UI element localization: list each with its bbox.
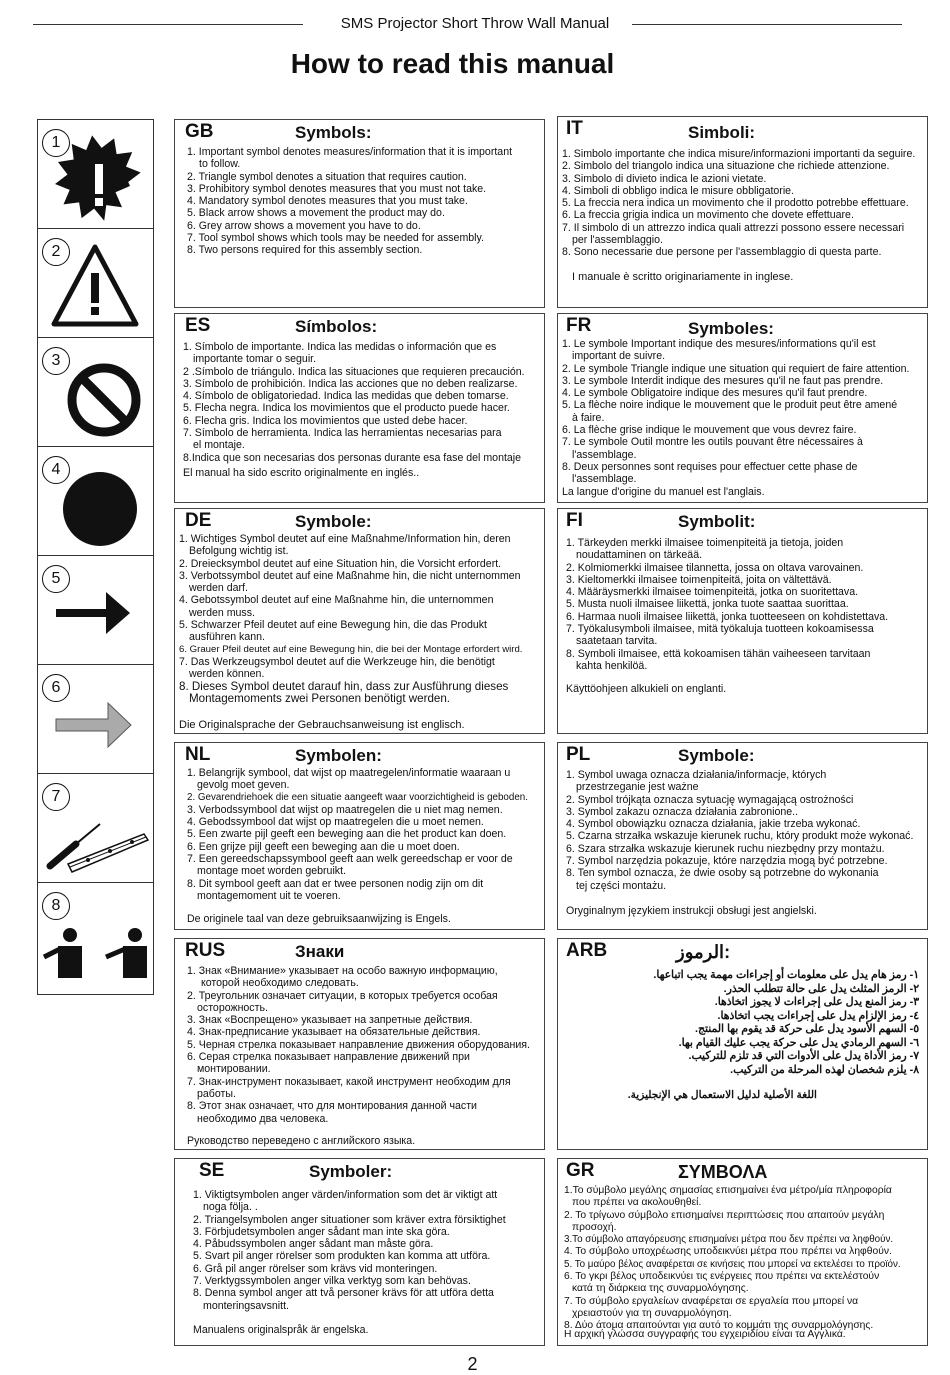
list-item: 5. Flecha negra. Indica los movimientos que el producto puede hacer.: [183, 402, 510, 415]
list-item: κατά τη διάρκεια της συναρμολόγησης.: [572, 1283, 749, 1295]
section-rus: [174, 938, 545, 1150]
header-title: SMS Projector Short Throw Wall Manual: [340, 15, 610, 32]
language-code: FR: [566, 315, 592, 336]
list-item: 4. Gebodssymbool dat wijst op maatregelen die u moet nemen.: [187, 816, 484, 829]
list-item: 3. Símbolo de prohibición. Indica las acciones que no deben realizarse.: [183, 377, 518, 390]
page-number: 2: [467, 1354, 478, 1374]
list-item: 6. La freccia grigia indica un movimento che dovete effettuare.: [562, 209, 854, 222]
list-item: ٤- رمز الإلزام يدل على إجراءات يجب اتخاذها.: [717, 1009, 919, 1022]
list-item: 6. Grey arrow shows a movement you have to do.: [187, 219, 421, 232]
list-item: 7. Verktygssymbolen anger vilka verktyg som kan behövas.: [193, 1275, 471, 1288]
list-item: 2. Gevarendriehoek die een situatie aangeeft waar voorzichtigheid is geboden.: [187, 791, 528, 803]
section-heading: Знаки: [295, 942, 345, 961]
language-code: FI: [566, 510, 583, 531]
icon-cell-2: [38, 229, 153, 338]
symbol-list: [564, 1185, 923, 1333]
list-item: kahta henkilöä.: [576, 659, 648, 672]
list-item: 4. Simboli di obbligo indica le misure obbligatorie.: [562, 184, 795, 197]
list-item: ٦- السهم الرمادي يدل على حركة يجب عليك القيام بها.: [678, 1036, 919, 1049]
symbol-icon-column: [37, 119, 154, 995]
language-code: ES: [185, 315, 211, 336]
language-code: DE: [185, 510, 212, 531]
list-item: 7. Das Werkzeugsymbol deutet auf die Werkzeuge hin, die benötigt: [179, 655, 495, 668]
list-item: important de suivre.: [572, 350, 666, 363]
list-item: 3. Simbolo di divieto indica le azioni vietate.: [562, 172, 767, 185]
list-item: 5. La flèche noire indique le mouvement que le produit peut être amené: [562, 399, 898, 412]
icon-cell-5: [38, 556, 153, 665]
list-item: 5. Το μαύρο βέλος αναφέρεται σε κινήσεις που μπορεί να εκτελέσει το προϊόν.: [564, 1258, 901, 1270]
list-item: importante tomar o seguir.: [193, 353, 317, 366]
section-heading: الرموز:: [676, 942, 731, 962]
list-item: noudattaminen on tärkeää.: [576, 549, 703, 562]
section-heading: Symboler:: [309, 1162, 393, 1181]
list-item: 2. Triangelsymbolen anger situationer som kräver extra försiktighet: [193, 1213, 506, 1226]
original-language-note: Oryginalnym językiem instrukcji obsługi jest angielski.: [566, 905, 817, 917]
list-item: 6. Το γκρι βέλος υποδεικνύει τις ενέργειες που πρέπει να εκτελέστούν: [564, 1271, 880, 1283]
list-item: Montagemoments zwei Personen benötigt werden.: [189, 691, 451, 705]
original-language-note: Käyttöohjeen alkukieli on englanti.: [566, 683, 727, 695]
symbol-list: [187, 965, 540, 1125]
list-item: werden darf.: [189, 582, 248, 595]
icon-number: 5: [42, 565, 70, 593]
list-item: работы.: [197, 1087, 236, 1100]
page-title: How to read this manual: [290, 48, 615, 79]
list-item: 7. Tool symbol shows which tools may be needed for assembly.: [187, 232, 484, 245]
section-heading: Symbole:: [678, 746, 755, 765]
section-heading: ΣΥΜΒΟΛΑ: [678, 1162, 768, 1182]
list-item: 5. Czarna strzałka wskazuje kierunek ruchu, który produkt może wykonać.: [566, 830, 914, 843]
list-item: el montaje.: [193, 439, 245, 452]
list-item: 2. Kolmiomerkki ilmaisee tilannetta, jossa on oltava varovainen.: [566, 561, 864, 574]
list-item: 2. Triangle symbol denotes a situation that requires caution.: [187, 170, 467, 183]
list-item: 8. Deux personnes sont requises pour effectuer cette phase de: [562, 460, 858, 473]
list-item: monteringsavsnitt.: [203, 1299, 289, 1312]
list-item: 5. Schwarzer Pfeil deutet auf eine Bewegung hin, die das Produkt: [179, 619, 487, 632]
symbol-list: [562, 338, 923, 486]
list-item: 4. Symbol obowiązku oznacza działania, jakie trzeba wykonać.: [566, 818, 861, 831]
list-item: 8. Denna symbol anger att två personer krävs för att utföra detta: [193, 1287, 494, 1300]
language-code: ARB: [566, 940, 608, 961]
section-it: [557, 116, 928, 308]
list-item: 2. Το τρίγωνο σύμβολο επισημαίνει περιπτώσεις που απαιτούν μεγάλη: [564, 1209, 885, 1221]
list-item: 5. Черная стрелка показывает направление движения оборудования.: [187, 1038, 530, 1051]
list-item: 2. Symbol trójkąta oznacza sytuację wymagającą ostrożności: [566, 793, 854, 806]
list-item: 8. Δύο άτομα απαιτούνται για αυτό το κομμάτι της συναρμολόγησης.: [564, 1320, 874, 1332]
original-language-note: Die Originalsprache der Gebrauchsanweisung ist englisch.: [179, 719, 465, 731]
list-item: 1.Το σύμβολο μεγάλης σημασίας επισημαίνει ένα μέτρο/μία πληροφορία: [564, 1185, 892, 1196]
list-item: 4. Le symbole Obligatoire indique des mesures qu'il faut prendre.: [562, 387, 868, 400]
section-es: [174, 313, 545, 503]
list-item: 3. Verbodssymbool dat wijst op maatregelen die u niet mag nemen.: [187, 803, 503, 816]
list-item: 7. Symbol narzędzia pokazuje, które narzędzia mogą być potrzebne.: [566, 855, 888, 868]
section-heading: Symbolit:: [678, 512, 756, 531]
list-item: 6. Flecha gris. Indica los movimientos que usted debe hacer.: [183, 414, 468, 427]
original-language-note: اللغة الأصلية لدليل الاستعمال هي الإنجليزية.: [627, 1089, 817, 1101]
list-item: 3. Kieltomerkki ilmaisee toimenpiteitä, joita on vältettävä.: [566, 573, 832, 586]
language-code: NL: [185, 744, 211, 765]
icon-number: 7: [42, 783, 70, 811]
section-heading: Simboli:: [688, 123, 756, 142]
list-item: 6. Grauer Pfeil deutet auf eine Bewegung hin, die bei der Montage erfordert wird.: [179, 643, 523, 655]
list-item: l'assemblage.: [572, 473, 637, 486]
list-item: saatetaan tarvita.: [576, 635, 658, 648]
symbol-list: [179, 533, 540, 705]
section-heading: Symbole:: [295, 512, 372, 531]
list-item: χρειαστούν για τη συναρμολόγηση.: [572, 1307, 732, 1319]
list-item: 4. Påbudssymbolen anger sådant man måste göra.: [193, 1238, 434, 1251]
warning-triangle-icon: [38, 229, 153, 338]
section-heading: Symboles:: [688, 319, 774, 338]
list-item: 2 .Símbolo de triángulo. Indica las situaciones que requieren precaución.: [183, 365, 525, 378]
list-item: монтировании.: [197, 1063, 271, 1076]
symbol-list: [562, 148, 923, 259]
list-item: werden muss.: [189, 606, 255, 619]
list-item: l'assemblage.: [572, 448, 637, 461]
list-item: 3. Symbol zakazu oznacza działania zabronione..: [566, 805, 799, 818]
list-item: to follow.: [199, 158, 241, 171]
important-starburst-icon: [38, 120, 153, 229]
icon-number: 6: [42, 674, 70, 702]
list-item: 7. Een gereedschapssymbool geeft aan welk gereedschap er voor de: [187, 853, 513, 866]
original-language-note: Manualens originalspråk är engelska.: [193, 1324, 369, 1336]
list-item: 6. Grå pil anger rörelser som krävs vid monteringen.: [193, 1262, 438, 1275]
list-item: 8.Indica que son necesarias dos personas durante esa fase del montaje: [183, 451, 522, 464]
list-item: осторожность.: [197, 1001, 268, 1014]
list-item: 5. Een zwarte pijl geeft een beweging aan die het product kan doen.: [187, 828, 507, 841]
language-code: RUS: [185, 940, 226, 961]
list-item: 1. Le symbole Important indique des mesures/informations qu'il est: [562, 338, 876, 350]
section-gr: [557, 1158, 928, 1346]
list-item: à faire.: [572, 411, 605, 424]
list-item: 3.Το σύμβολο απαγόρευσης επισημαίνει μέτρα που δεν πρέπει να ληφθούν.: [564, 1234, 894, 1246]
section-fr: [557, 313, 928, 503]
list-item: 4. Знак-предписание указывает на обязательные действия.: [187, 1026, 481, 1039]
symbol-list: [187, 767, 540, 902]
list-item: 2. Треугольник означает ситуации, в которых требуется особая: [187, 989, 498, 1002]
symbol-list: [187, 146, 540, 257]
list-item: 1. Símbolo de importante. Indica las medidas o información que es: [183, 341, 497, 353]
icon-cell-6: [38, 665, 153, 774]
list-item: 7. Työkalusymboli ilmaisee, mitä työkaluja tuotteen kokoamisessa: [566, 623, 874, 636]
symbol-list: [564, 969, 919, 1077]
section-de: [174, 508, 545, 734]
list-item: noga följa. .: [203, 1201, 258, 1214]
list-item: 6. Szara strzałka wskazuje kierunek ruchu niezbędny przy montażu.: [566, 842, 885, 855]
list-item: 4. Mandatory symbol denotes measures that you must take.: [187, 195, 468, 208]
list-item: 3. Verbotssymbol deutet auf eine Maßnahme hin, die nicht unternommen: [179, 569, 521, 582]
list-item: 5. Svart pil anger rörelser som produkten kan komma att utföra.: [193, 1250, 491, 1263]
section-heading: Symbolen:: [295, 746, 382, 765]
icon-number: 4: [42, 456, 70, 484]
list-item: 5. Musta nuoli ilmaisee liikettä, jonka tuote saattaa suorittaa.: [566, 598, 849, 611]
list-item: werden können.: [189, 668, 265, 681]
list-item: 8. Sono necessarie due persone per l'assemblaggio di questa parte.: [562, 246, 882, 259]
icon-number: 2: [42, 238, 70, 266]
list-item: 7. Le symbole Outil montre les outils pouvant être nécessaires à: [562, 436, 863, 449]
icon-number: 3: [42, 347, 70, 375]
list-item: 2. Le symbole Triangle indique une situation qui requiert de faire attention.: [562, 362, 910, 375]
list-item: 1. Tärkeyden merkki ilmaisee toimenpiteitä ja tietoja, joiden: [566, 537, 844, 549]
list-item: 4. Gebotssymbol deutet auf eine Maßnahme hin, die unternommen: [179, 594, 494, 607]
list-item: 1. Simbolo importante che indica misure/informazioni importanti da seguire.: [562, 148, 916, 160]
list-item: 6. La flèche grise indique le mouvement que vous devrez faire.: [562, 424, 857, 437]
list-item: 3. Prohibitory symbol denotes measures that you must not take.: [187, 182, 487, 195]
list-item: 3. Förbjudetsymbolen anger sådant man inte ska göra.: [193, 1225, 450, 1238]
section-heading: Symbols:: [295, 123, 372, 142]
language-code: PL: [566, 744, 591, 765]
list-item: ٧- رمز الأداة يدل على الأدوات التي قد تلزم للتركيب.: [688, 1050, 919, 1062]
list-item: ٢- الرمز المثلث يدل على حالة تتطلب الحذر.: [723, 982, 919, 995]
list-item: 1. Belangrijk symbool, dat wijst op maatregelen/informatie waaraan u: [187, 767, 511, 779]
list-item: 3. Le symbole Interdit indique des mesures qu'il ne faut pas prendre.: [562, 374, 884, 387]
list-item: 5. La freccia nera indica un movimento che il prodotto potrebbe effettuare.: [562, 197, 909, 210]
list-item: 6. Harmaa nuoli ilmaisee liikettä, jonka tuotteeseen on kohdistettava.: [566, 610, 889, 623]
list-item: montagemoment uit te voeren.: [197, 889, 341, 902]
tool-screwdriver-icon: [38, 774, 153, 883]
section-gb: [174, 119, 545, 308]
list-item: ١- رمز هام يدل على معلومات أو إجراءات مهمة يجب اتباعها.: [653, 969, 919, 981]
list-item: 8. Dit symbool geeft aan dat er twee personen nodig zijn om dit: [187, 877, 484, 890]
black-arrow-icon: [38, 556, 153, 665]
list-item: 1. Viktigtsymbolen anger värden/information som det är viktigt att: [193, 1189, 498, 1201]
prohibition-icon: [38, 338, 153, 447]
symbol-list: [566, 769, 923, 892]
list-item: gevolg moet geven.: [197, 779, 290, 792]
mandatory-dot-icon: [38, 447, 153, 556]
symbol-list: [183, 341, 540, 464]
original-language-note: Η αρχική γλώσσα συγγραφής του εγχειριδίου είναι τα Αγγλικά.: [564, 1329, 846, 1340]
list-item: montage moet worden gebruikt.: [197, 865, 346, 878]
icon-cell-3: [38, 338, 153, 447]
list-item: tej części montażu.: [576, 879, 667, 892]
icon-number: 1: [42, 129, 70, 157]
list-item: που πρέπει να ακολουθηθεί.: [572, 1197, 702, 1209]
list-item: 1. Знак «Внимание» указывает на особо важную информацию,: [187, 965, 498, 977]
section-fi: [557, 508, 928, 734]
language-code: IT: [566, 118, 583, 139]
icon-number: 8: [42, 892, 70, 920]
symbol-list: [193, 1189, 540, 1312]
symbol-list: [566, 537, 923, 672]
list-item: ٨- يلزم شخصان لهذه المرحلة من التركيب.: [730, 1063, 919, 1076]
original-language-note: Руководство переведено с английского языка.: [187, 1135, 416, 1147]
list-item: 4. Määräysmerkki ilmaisee toimenpiteitä, jotka on suoritettava.: [566, 586, 859, 599]
language-code: SE: [199, 1160, 225, 1181]
icon-cell-7: [38, 774, 153, 883]
list-item: per l'assemblaggio.: [572, 234, 663, 247]
list-item: 2. Simbolo del triangolo indica una situazione che richiede attenzione.: [562, 160, 890, 173]
icon-cell-8: [38, 883, 153, 992]
list-item: 7. Símbolo de herramienta. Indica las herramientas necesarias para: [183, 427, 502, 440]
list-item: 7. Знак-инструмент показывает, какой инструмент необходим для: [187, 1075, 511, 1088]
two-persons-icon: [38, 883, 153, 992]
list-item: которой необходимо следовать.: [201, 977, 359, 990]
list-item: 1. Wichtiges Symbol deutet auf eine Maßnahme/Information hin, deren: [179, 533, 511, 545]
list-item: 6. Een grijze pijl geeft een beweging aan die u moet doen.: [187, 840, 460, 853]
section-arb: [557, 938, 928, 1150]
list-item: 8. Dieses Symbol deutet darauf hin, dass zur Ausführung dieses: [179, 679, 509, 693]
list-item: 5. Black arrow shows a movement the product may do.: [187, 207, 445, 220]
list-item: 1. Important symbol denotes measures/information that it is important: [187, 146, 513, 158]
list-item: 8. Symboli ilmaisee, että kokoamisen tähän vaiheeseen tarvitaan: [566, 647, 871, 660]
list-item: 1. Symbol uwaga oznacza działania/informacje, których: [566, 769, 827, 781]
list-item: необходимо два человека.: [197, 1112, 329, 1125]
list-item: ٣- رمز المنع يدل على إجراءات لا يجوز اتخاذها.: [714, 996, 919, 1008]
original-language-note: I manuale è scritto originariamente in inglese.: [572, 271, 794, 283]
list-item: 4. Símbolo de obligatoriedad. Indica las medidas que deben tomarse.: [183, 390, 509, 403]
original-language-note: El manual ha sido escrito originalmente en inglés..: [183, 467, 420, 479]
list-item: προσοχή.: [572, 1221, 617, 1233]
list-item: 4. Το σύμβολο υποχρέωσης υποδεικνύει μέτρα που πρέπει να ληφθούν.: [564, 1246, 892, 1258]
section-heading: Símbolos:: [295, 317, 378, 336]
icon-cell-4: [38, 447, 153, 556]
list-item: Befolgung wichtig ist.: [189, 545, 289, 558]
list-item: 8. Two persons required for this assembly section.: [187, 244, 423, 257]
original-language-note: La langue d'origine du manuel est l'anglais.: [562, 486, 765, 498]
language-code: GB: [185, 121, 214, 142]
section-se: [174, 1158, 545, 1346]
list-item: 7. Το σύμβολο εργαλείων αναφέρεται σε εργαλεία που μπορεί να: [564, 1295, 859, 1307]
list-item: przestrzeganie jest ważne: [576, 781, 699, 794]
language-code: GR: [566, 1160, 595, 1181]
list-item: 2. Dreiecksymbol deutet auf eine Situation hin, die Vorsicht erfordert.: [179, 557, 502, 570]
section-pl: [557, 742, 928, 930]
list-item: 8. Этот знак означает, что для монтирования данной части: [187, 1100, 477, 1113]
original-language-note: De originele taal van deze gebruiksaanwijzing is Engels.: [187, 913, 451, 925]
list-item: 8. Ten symbol oznacza, że dwie osoby są potrzebne do wykonania: [566, 867, 879, 880]
list-item: 7. Il simbolo di un attrezzo indica quali attrezzi possono essere necessari: [562, 221, 905, 234]
list-item: ausführen kann.: [189, 631, 265, 644]
header-rule-right: [632, 24, 902, 25]
list-item: ٥- السهم الأسود يدل على حركة قد يقوم بها المنتج.: [694, 1023, 919, 1035]
section-nl: [174, 742, 545, 930]
grey-arrow-icon: [38, 665, 153, 774]
icon-cell-1: [38, 120, 153, 229]
list-item: 3. Знак «Воспрещено» указывает на запретные действия.: [187, 1014, 473, 1027]
list-item: 6. Серая стрелка показывает направление движений при: [187, 1051, 470, 1064]
